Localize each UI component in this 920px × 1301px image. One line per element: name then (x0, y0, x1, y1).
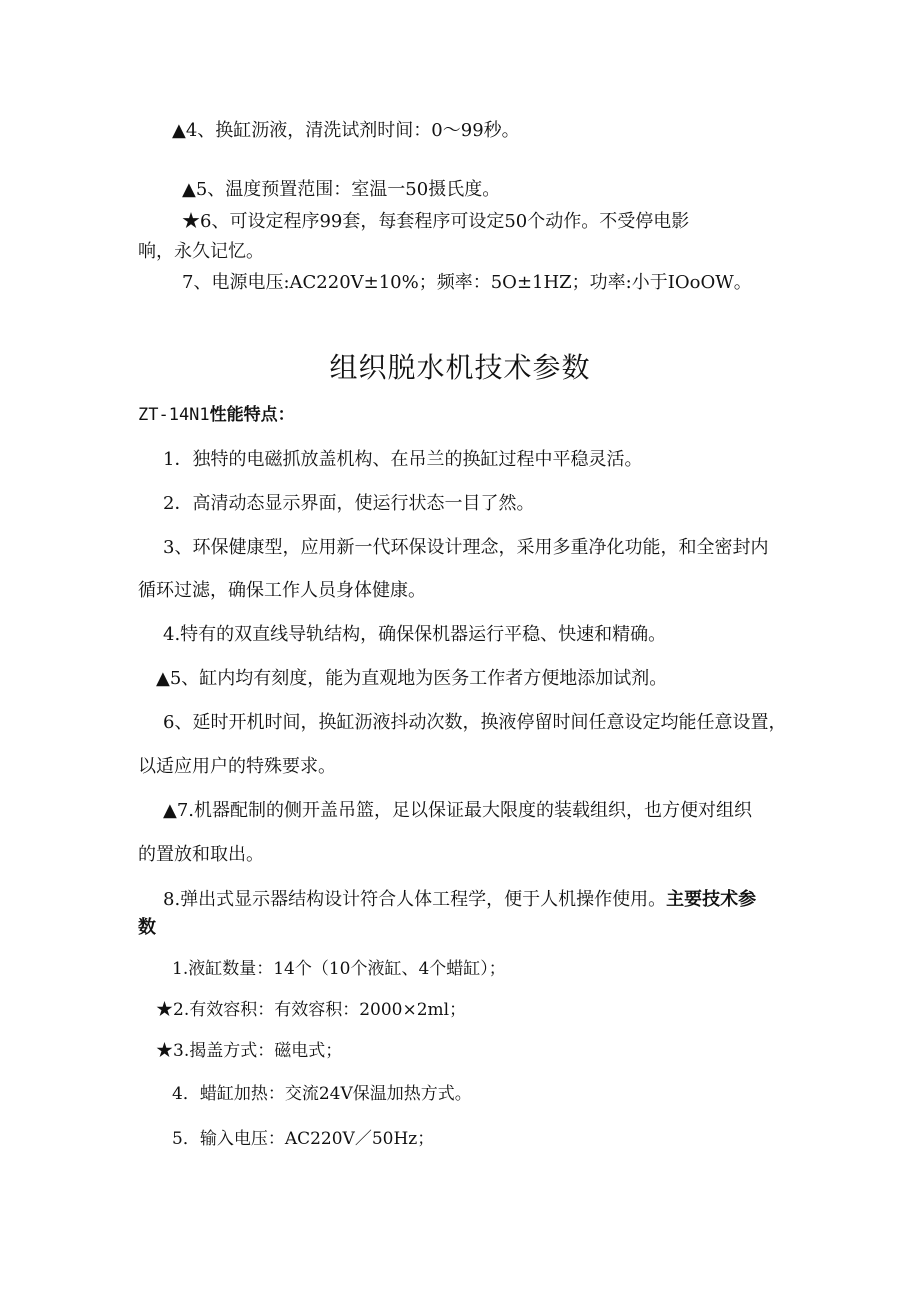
feature-3: 3、环保健康型，应用新一代环保设计理念，采用多重净化功能，和全密封内 (163, 537, 769, 558)
params-heading: 主要技术参 (666, 889, 757, 910)
feature-2: 2．高清动态显示界面，使运行状态一目了然。 (163, 493, 535, 514)
model-prefix: ZT-14N1 (138, 405, 210, 425)
param-2: ★2.有效容积：有效容积：2000×2ml； (156, 1000, 467, 1020)
feature-5: ▲5、缸内均有刻度，能为直观地为医务工作者方便地添加试剂。 (156, 668, 668, 689)
top-item-5: ▲5、温度预置范围：室温一50摄氏度。 (182, 179, 501, 200)
feature-4: 4.特有的双直线导轨结构，确保保机器运行平稳、快速和精确。 (163, 624, 667, 645)
feature-1: 1．独特的电磁抓放盖机构、在吊兰的换缸过程中平稳灵活。 (163, 449, 643, 470)
feature-3-cont: 循环过滤，确保工作人员身体健康。 (138, 580, 426, 601)
model-heading (138, 403, 295, 427)
params-heading-cont: 数 (138, 917, 156, 938)
model-heading-label: 性能特点： (209, 405, 295, 425)
top-item-6: ★6、可设定程序99套，每套程序可设定50个动作。不受停电影 (182, 211, 690, 232)
param-4: 4．蜡缸加热：交流24V保温加热方式。 (172, 1084, 472, 1104)
param-5: 5．输入电压：AC220V／50Hz； (172, 1129, 435, 1149)
feature-6-cont: 以适应用户的特殊要求。 (138, 756, 336, 777)
param-3: ★3.揭盖方式：磁电式； (156, 1041, 343, 1061)
feature-8 (163, 887, 756, 912)
feature-6: 6、延时开机时间，换缸沥液抖动次数，换液停留时间任意设定均能任意设置， (163, 712, 787, 733)
top-item-7: 7、电源电压:AC220V±10%；频率：5O±1HZ；功率:小于IOoOW。 (182, 272, 752, 293)
feature-7-cont: 的置放和取出。 (138, 844, 264, 865)
top-item-6-cont: 响，永久记忆。 (138, 241, 264, 262)
param-1: 1.液缸数量：14个（10个液缸、4个蜡缸）； (172, 959, 506, 979)
top-item-4: ▲4、换缸沥液，清洗试剂时间：0～99秒。 (172, 120, 520, 141)
feature-8-text: 8.弹出式显示器结构设计符合人体工程学，便于人机操作使用。 (163, 889, 667, 910)
page-title: 组织脱水机技术参数 (329, 351, 591, 384)
feature-7: ▲7.机器配制的侧开盖吊篮，足以保证最大限度的装载组织，也方便对组织 (163, 800, 753, 821)
